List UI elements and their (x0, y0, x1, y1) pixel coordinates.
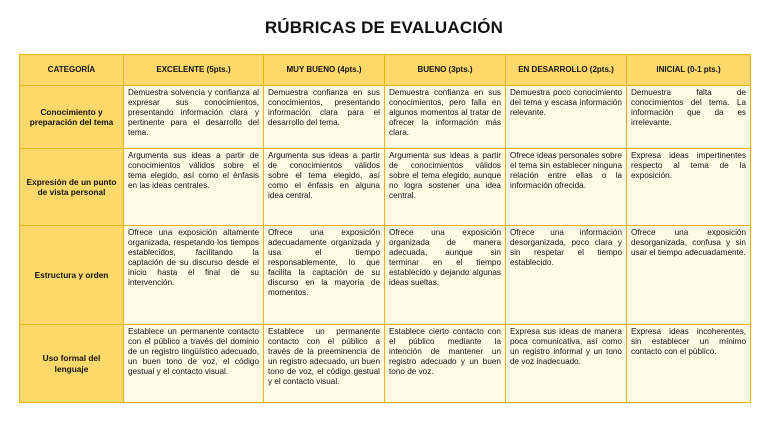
table-cell: Demuestra falta de conocimientos del tema. La información que da es irrelevante. (627, 86, 751, 149)
table-row (20, 149, 751, 226)
table-cell: Ofrece ideas personales sobre el tema sin establecer ninguna relación entre ellas o la información ofrecida. (506, 149, 627, 226)
row-category: Estructura y orden (20, 226, 124, 325)
document-title: RÚBRICAS DE EVALUACIÓN (264, 18, 504, 37)
table-cell: Argumenta sus ideas a partir de conocimientos válidos sobre el tema elegido, así como el énfasis en alguna idea central. (264, 149, 385, 226)
table-cell: Ofrece una exposición organizada de manera adecuada, aunque sin terminar en el tiempo establecido y dejando algunas ideas sueltas. (385, 226, 506, 325)
table-cell: Demuestra confianza en sus conocimientos, pero falla en algunos momentos al tratar de ofrecer la información más clara. (385, 86, 506, 149)
table-cell: Expresa ideas incoherentes, sin establecer un mínimo contacto con el público. (627, 325, 751, 403)
table-cell: Demuestra solvencia y confianza al expresar sus conocimientos, presentando información clara y pertinente para el desarrollo del tema. (124, 86, 264, 149)
column-header-en-desarrollo: EN DESARROLLO (2pts.) (506, 55, 627, 86)
table-cell: Argumenta sus ideas a partir de conocimientos válidos sobre el tema elegido, aunque no logra sostener una idea central. (385, 149, 506, 226)
column-header-bueno: BUENO (3pts.) (385, 55, 506, 86)
table-cell: Establece un permanente contacto con el público a través del dominio de un registro lingüístico adecuado, un buen tono de voz, el código gestual y el contacto visual. (124, 325, 264, 403)
row-category: Conocimiento y preparación del tema (20, 86, 124, 149)
table-cell: Expresa sus ideas de manera poca comunicativa, así como un registro informal y un tono de voz inadecuado. (506, 325, 627, 403)
table-cell: Establece cierto contacto con el público mediante la intención de mantener un registro adecuado y un buen tono de voz. (385, 325, 506, 403)
table-row (20, 325, 751, 403)
column-header-muy-bueno: MUY BUENO (4pts.) (264, 55, 385, 86)
row-category: Expresión de un punto de vista personal (20, 149, 124, 226)
table-cell: Demuestra confianza en sus conocimientos, presentando información clara para el desarrollo del tema. (264, 86, 385, 149)
table-cell: Ofrece una información desorganizada, poco clara y sin respetar el tiempo establecido. (506, 226, 627, 325)
rubric-table (19, 54, 751, 403)
table-cell: Demuestra poco conocimiento del tema y escasa información relevante. (506, 86, 627, 149)
column-header-category: CATEGORÍA (20, 55, 124, 86)
table-cell: Ofrece una exposición adecuadamente organizada y usa el tiempo responsablemente, lo que facilita la captación de su discurso en la mayoría de momentos. (264, 226, 385, 325)
column-header-excelente: EXCELENTE (5pts.) (124, 55, 264, 86)
table-cell: Argumenta sus ideas a partir de conocimientos válidos sobre el tema elegido, así como el énfasis en las ideas centrales. (124, 149, 264, 226)
table-cell: Ofrece una exposición altamente organizada, respetando los tiempos establecidos, facilitando la captación de su discurso desde el inicio hasta el final de su intervención. (124, 226, 264, 325)
table-row (20, 226, 751, 325)
table-cell: Establece un permanente contacto con el público a través de la preeminencia de un registro adecuado, un buen tono de voz, el código gestual y el contacto visual. (264, 325, 385, 403)
column-header-inicial: INICIAL (0-1 pts.) (627, 55, 751, 86)
header-row (20, 55, 751, 86)
row-category: Uso formal del lenguaje (20, 325, 124, 403)
table-cell: Ofrece una exposición desorganizada, confusa y sin usar el tiempo adecuadamente. (627, 226, 751, 325)
table-cell: Expresa ideas impertinentes respecto al tema de la exposición. (627, 149, 751, 226)
table-row (20, 86, 751, 149)
